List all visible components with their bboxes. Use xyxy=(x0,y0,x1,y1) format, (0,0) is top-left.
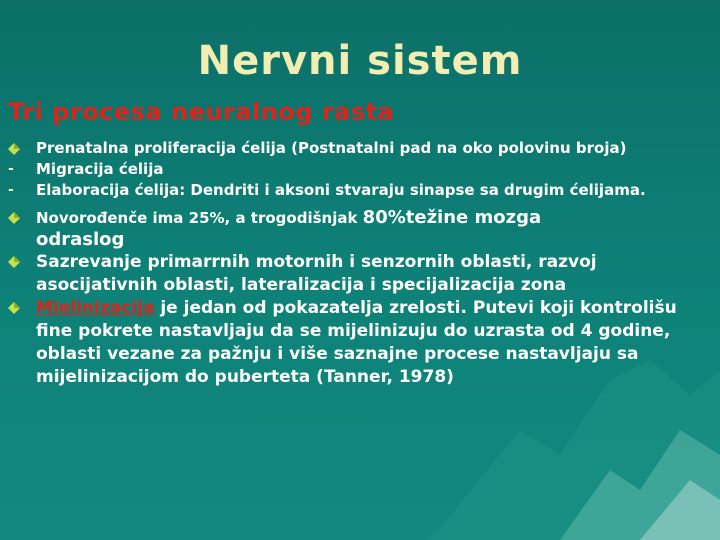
list-item-text: Mielinizacija je jedan od pokazatelja zrelosti. Putevi koji kontrolišu fine pokrete nastavljaju da se mijelinizuju do uzrasta od 4 godine, oblasti vezane za pažnju i više saznajne procese nastavljaju sa mijelinizacijom do puberteta (Tanner, 1978) xyxy=(36,298,677,387)
list-item-text: Novorođenče ima 25%, a trogodišnjak 80%težine mozga odraslog xyxy=(36,207,542,250)
section-subtitle: Tri procesa neuralnog rasta xyxy=(8,98,395,126)
dash-bullet-icon: - xyxy=(8,182,14,198)
highlight-term: Mielinizacija xyxy=(36,298,155,318)
list-item xyxy=(8,207,708,251)
diamond-bullet-icon xyxy=(8,212,20,224)
list-item xyxy=(8,251,708,297)
list-item-text: Prenatalna proliferacija ćelija (Postnatalni pad na oko polovinu broja) xyxy=(36,139,627,157)
list-item xyxy=(8,159,708,180)
list-item xyxy=(8,297,708,389)
diamond-bullet-icon xyxy=(8,256,20,268)
list-item-text: Migracija ćelija xyxy=(36,160,164,178)
dash-bullet-icon: - xyxy=(8,161,14,177)
diamond-bullet-icon xyxy=(8,143,20,155)
list-item-text: Elaboracija ćelija: Dendriti i aksoni stvaraju sinapse sa drugim ćelijama. xyxy=(36,181,646,199)
page-title: Nervni sistem xyxy=(197,38,523,84)
list-item xyxy=(8,138,708,159)
bullet-list xyxy=(8,138,708,389)
list-item-text: Sazrevanje primarrnih motornih i senzornih oblasti, razvoj asocijativnih oblasti, lateralizacija i specijalizacija zona xyxy=(36,252,597,295)
diamond-bullet-icon xyxy=(8,302,20,314)
list-item xyxy=(8,180,708,201)
